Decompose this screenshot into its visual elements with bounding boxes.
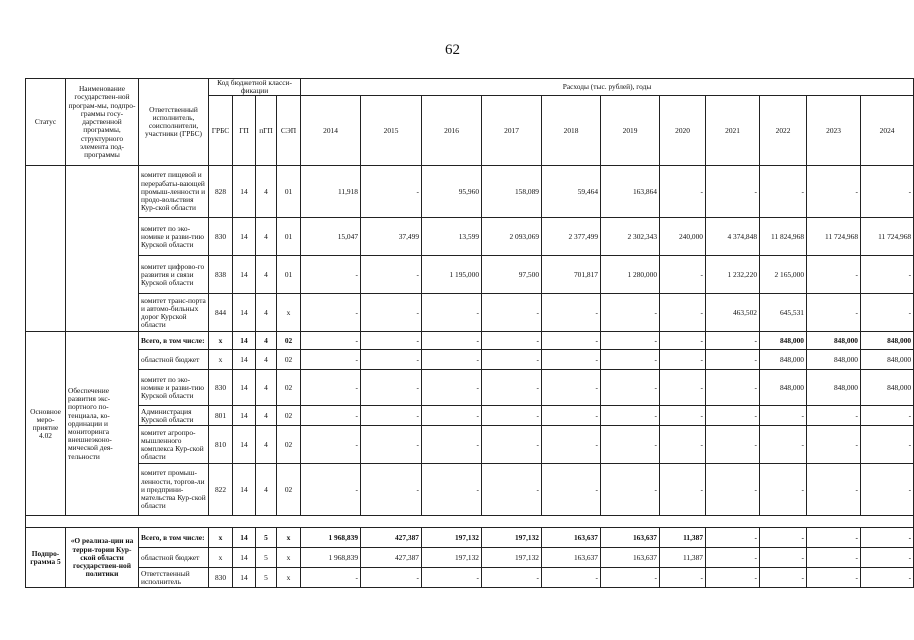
row-executor: комитет пищевой и перерабаты-вающей промыш-ленности и продо-вольствия Кур-ской области	[139, 166, 209, 218]
header-year: 2015	[361, 96, 422, 166]
value-cell: -	[301, 256, 361, 294]
code-cell: 02	[277, 426, 301, 464]
code-cell: х	[277, 528, 301, 548]
value-cell: -	[482, 464, 542, 516]
value-cell: -	[361, 294, 422, 332]
value-cell: 163,637	[542, 548, 601, 568]
value-cell: -	[660, 166, 706, 218]
code-cell: 14	[233, 426, 256, 464]
value-cell: -	[861, 568, 914, 588]
value-cell: -	[807, 166, 861, 218]
code-cell: 844	[209, 294, 233, 332]
value-cell: -	[601, 294, 660, 332]
value-cell: -	[807, 256, 861, 294]
header-year: 2014	[301, 96, 361, 166]
value-cell: 848,000	[861, 350, 914, 370]
header-expenses: Расходы (тыс. рублей), годы	[301, 79, 914, 96]
value-cell: -	[542, 370, 601, 406]
value-cell: 11 724,968	[861, 218, 914, 256]
header-row	[26, 79, 914, 96]
value-cell: -	[760, 426, 807, 464]
value-cell: -	[807, 294, 861, 332]
code-cell: 822	[209, 464, 233, 516]
value-cell: -	[660, 370, 706, 406]
value-cell: -	[861, 528, 914, 548]
value-cell: -	[361, 464, 422, 516]
value-cell: 1 280,000	[601, 256, 660, 294]
value-cell: -	[760, 406, 807, 426]
value-cell: -	[861, 464, 914, 516]
value-cell: -	[861, 406, 914, 426]
value-cell: 163,637	[601, 528, 660, 548]
code-cell: 14	[233, 370, 256, 406]
value-cell: -	[361, 166, 422, 218]
value-cell: 848,000	[807, 350, 861, 370]
code-cell: х	[277, 568, 301, 588]
value-cell: -	[706, 568, 760, 588]
value-cell: -	[760, 528, 807, 548]
value-cell: -	[301, 294, 361, 332]
header-budget-code: Код бюджетной класси-фикации	[209, 79, 301, 96]
code-cell: 14	[233, 528, 256, 548]
value-cell: -	[482, 370, 542, 406]
code-cell: 4	[256, 464, 277, 516]
value-cell: -	[706, 464, 760, 516]
value-cell: 848,000	[861, 370, 914, 406]
row-executor: комитет транс-порта и автомо-бильных дорог Курской области	[139, 294, 209, 332]
code-cell: 801	[209, 406, 233, 426]
code-cell: 14	[233, 350, 256, 370]
value-cell: 848,000	[760, 370, 807, 406]
value-cell: 427,387	[361, 528, 422, 548]
row-executor: областной бюджет	[139, 350, 209, 370]
value-cell: -	[422, 294, 482, 332]
row-name: «О реализа-ции на терри-тории Кур-ской области государствен-ной политики	[66, 528, 139, 588]
row-executor: Администрация Курской области	[139, 406, 209, 426]
value-cell: -	[706, 548, 760, 568]
value-cell: 427,387	[361, 548, 422, 568]
code-cell: 838	[209, 256, 233, 294]
value-cell: 158,089	[482, 166, 542, 218]
header-status: Статус	[26, 79, 66, 166]
value-cell: -	[861, 294, 914, 332]
value-cell: 848,000	[760, 332, 807, 350]
value-cell: -	[542, 426, 601, 464]
row-executor: Ответственный исполнитель	[139, 568, 209, 588]
value-cell: -	[660, 332, 706, 350]
value-cell: -	[482, 294, 542, 332]
code-cell: х	[209, 332, 233, 350]
table-row	[26, 256, 914, 294]
value-cell: 11,387	[660, 528, 706, 548]
code-cell: 02	[277, 370, 301, 406]
row-executor: Всего, в том числе:	[139, 528, 209, 548]
header-year: 2016	[422, 96, 482, 166]
code-cell: 830	[209, 370, 233, 406]
code-cell: 02	[277, 350, 301, 370]
row-status	[26, 166, 66, 332]
value-cell: 1 195,000	[422, 256, 482, 294]
page-number: 62	[445, 42, 460, 58]
row-status: Подпро-грамма 5	[26, 528, 66, 588]
value-cell: -	[361, 256, 422, 294]
row-name: Обеспечение развития экс-портного по-тенциала, ко-ординации и мониторинга внешнеэконо-мической дея-тельности	[66, 332, 139, 516]
value-cell: -	[601, 426, 660, 464]
value-cell: -	[660, 294, 706, 332]
header-year: 2020	[660, 96, 706, 166]
value-cell: -	[482, 406, 542, 426]
value-cell: -	[601, 350, 660, 370]
value-cell: 59,464	[542, 166, 601, 218]
code-cell: 02	[277, 464, 301, 516]
code-cell: 4	[256, 256, 277, 294]
code-cell: 14	[233, 256, 256, 294]
spacer-cell	[26, 516, 914, 528]
value-cell: 197,132	[422, 548, 482, 568]
header-year: 2019	[601, 96, 660, 166]
row-executor: комитет агропро-мышленного комплекса Кур-ской области	[139, 426, 209, 464]
value-cell: -	[422, 568, 482, 588]
value-cell: 1 968,839	[301, 548, 361, 568]
value-cell: -	[760, 166, 807, 218]
budget-table	[25, 78, 914, 588]
value-cell: 37,499	[361, 218, 422, 256]
code-cell: 14	[233, 548, 256, 568]
value-cell: -	[482, 426, 542, 464]
value-cell: 13,599	[422, 218, 482, 256]
value-cell: 2 165,000	[760, 256, 807, 294]
value-cell: -	[601, 464, 660, 516]
code-cell: 14	[233, 406, 256, 426]
row-executor: комитет по эко-номике и разви-тию Курской области	[139, 218, 209, 256]
value-cell: 1 968,839	[301, 528, 361, 548]
value-cell: -	[422, 332, 482, 350]
row-name	[66, 166, 139, 332]
header-year: 2021	[706, 96, 760, 166]
value-cell: -	[807, 406, 861, 426]
spacer-row	[26, 516, 914, 528]
value-cell: -	[807, 568, 861, 588]
code-cell: 14	[233, 464, 256, 516]
code-cell: 01	[277, 218, 301, 256]
code-cell: 14	[233, 218, 256, 256]
table-row	[26, 350, 914, 370]
value-cell: -	[601, 568, 660, 588]
value-cell: 1 232,220	[706, 256, 760, 294]
code-cell: х	[277, 294, 301, 332]
value-cell: -	[706, 332, 760, 350]
code-cell: 4	[256, 294, 277, 332]
table-row	[26, 294, 914, 332]
value-cell: -	[660, 426, 706, 464]
code-cell: 4	[256, 426, 277, 464]
value-cell: -	[601, 370, 660, 406]
value-cell: -	[361, 568, 422, 588]
value-cell: 848,000	[861, 332, 914, 350]
value-cell: -	[482, 350, 542, 370]
value-cell: -	[361, 370, 422, 406]
code-cell: 02	[277, 332, 301, 350]
value-cell: -	[760, 464, 807, 516]
value-cell: -	[807, 548, 861, 568]
header-year: 2022	[760, 96, 807, 166]
header-code-sep: СЭП	[277, 96, 301, 166]
code-cell: 830	[209, 568, 233, 588]
code-cell: х	[277, 548, 301, 568]
code-cell: х	[209, 548, 233, 568]
code-cell: 4	[256, 332, 277, 350]
value-cell: -	[361, 350, 422, 370]
value-cell: -	[660, 406, 706, 426]
value-cell: -	[422, 406, 482, 426]
value-cell: 463,502	[706, 294, 760, 332]
table-row	[26, 166, 914, 218]
value-cell: -	[542, 568, 601, 588]
value-cell: 11 824,968	[760, 218, 807, 256]
value-cell: -	[422, 370, 482, 406]
value-cell: 163,637	[542, 528, 601, 548]
value-cell: -	[706, 406, 760, 426]
value-cell: -	[361, 426, 422, 464]
table-row	[26, 218, 914, 256]
value-cell: -	[807, 464, 861, 516]
value-cell: -	[422, 350, 482, 370]
header-code-gp: ГП	[233, 96, 256, 166]
table-row	[26, 528, 914, 548]
value-cell: -	[660, 256, 706, 294]
code-cell: 5	[256, 568, 277, 588]
value-cell: -	[361, 332, 422, 350]
table-row	[26, 548, 914, 568]
table-row	[26, 370, 914, 406]
value-cell: -	[807, 528, 861, 548]
value-cell: -	[660, 568, 706, 588]
value-cell: 197,132	[422, 528, 482, 548]
row-executor: комитет цифрово-го развития и связи Курской области	[139, 256, 209, 294]
code-cell: 4	[256, 218, 277, 256]
header-code-grbs: ГРБС	[209, 96, 233, 166]
value-cell: 11 724,968	[807, 218, 861, 256]
value-cell: -	[706, 528, 760, 548]
value-cell: 2 302,343	[601, 218, 660, 256]
code-cell: х	[209, 350, 233, 370]
value-cell: 197,132	[482, 528, 542, 548]
header-year: 2017	[482, 96, 542, 166]
value-cell: -	[861, 166, 914, 218]
value-cell: -	[301, 370, 361, 406]
code-cell: 14	[233, 294, 256, 332]
value-cell: 11,918	[301, 166, 361, 218]
value-cell: -	[301, 350, 361, 370]
code-cell: 810	[209, 426, 233, 464]
row-executor: областной бюджет	[139, 548, 209, 568]
value-cell: -	[301, 406, 361, 426]
value-cell: 848,000	[807, 370, 861, 406]
value-cell: -	[422, 426, 482, 464]
value-cell: -	[660, 464, 706, 516]
value-cell: 197,132	[482, 548, 542, 568]
code-cell: 14	[233, 568, 256, 588]
value-cell: -	[542, 350, 601, 370]
value-cell: -	[660, 350, 706, 370]
code-cell: 4	[256, 370, 277, 406]
code-cell: 14	[233, 332, 256, 350]
table-body	[26, 79, 914, 588]
value-cell: 97,500	[482, 256, 542, 294]
row-executor: Всего, в том числе:	[139, 332, 209, 350]
header-year: 2018	[542, 96, 601, 166]
code-cell: 5	[256, 528, 277, 548]
row-executor: комитет промыш-ленности, торгов-ли и предприни-мательства Кур-ской области	[139, 464, 209, 516]
value-cell: -	[482, 568, 542, 588]
code-cell: 4	[256, 166, 277, 218]
value-cell: -	[361, 406, 422, 426]
row-status: Основное меро-приятие 4.02	[26, 332, 66, 516]
value-cell: -	[542, 332, 601, 350]
value-cell: -	[301, 568, 361, 588]
code-cell: 14	[233, 166, 256, 218]
value-cell: -	[542, 464, 601, 516]
header-year: 2023	[807, 96, 861, 166]
table-row	[26, 406, 914, 426]
table-row	[26, 464, 914, 516]
code-cell: 01	[277, 256, 301, 294]
code-cell: 830	[209, 218, 233, 256]
value-cell: 2 093,069	[482, 218, 542, 256]
value-cell: 848,000	[760, 350, 807, 370]
value-cell: 701,817	[542, 256, 601, 294]
value-cell: -	[861, 256, 914, 294]
code-cell: 828	[209, 166, 233, 218]
value-cell: -	[706, 370, 760, 406]
value-cell: -	[301, 464, 361, 516]
value-cell: 11,387	[660, 548, 706, 568]
value-cell: -	[542, 406, 601, 426]
value-cell: 15,047	[301, 218, 361, 256]
value-cell: -	[760, 548, 807, 568]
code-cell: 4	[256, 350, 277, 370]
row-executor: комитет по эко-номике и разви-тию Курской области	[139, 370, 209, 406]
value-cell: 95,960	[422, 166, 482, 218]
code-cell: 01	[277, 166, 301, 218]
header-name: Наименование государствен-ной програм-мы, подпро-граммы госу-дарственной программы, структурного элемента под-программы	[66, 79, 139, 166]
value-cell: -	[760, 568, 807, 588]
value-cell: -	[422, 464, 482, 516]
code-cell: 4	[256, 406, 277, 426]
value-cell: -	[301, 332, 361, 350]
value-cell: -	[861, 426, 914, 464]
value-cell: 2 377,499	[542, 218, 601, 256]
value-cell: -	[601, 332, 660, 350]
value-cell: -	[807, 426, 861, 464]
value-cell: -	[706, 426, 760, 464]
table-row	[26, 568, 914, 588]
code-cell: 02	[277, 406, 301, 426]
code-cell: 5	[256, 548, 277, 568]
header-year: 2024	[861, 96, 914, 166]
code-cell: х	[209, 528, 233, 548]
value-cell: -	[706, 350, 760, 370]
value-cell: -	[542, 294, 601, 332]
value-cell: 645,531	[760, 294, 807, 332]
table-row	[26, 332, 914, 350]
header-executor: Ответственный исполнитель, соисполнители, участники (ГРБС)	[139, 79, 209, 166]
value-cell: 848,000	[807, 332, 861, 350]
value-cell: -	[861, 548, 914, 568]
value-cell: 163,864	[601, 166, 660, 218]
value-cell: -	[706, 166, 760, 218]
value-cell: 240,000	[660, 218, 706, 256]
value-cell: -	[301, 426, 361, 464]
value-cell: 4 374,848	[706, 218, 760, 256]
value-cell: 163,637	[601, 548, 660, 568]
table-row	[26, 426, 914, 464]
value-cell: -	[482, 332, 542, 350]
value-cell: -	[601, 406, 660, 426]
header-code-pgp: пГП	[256, 96, 277, 166]
